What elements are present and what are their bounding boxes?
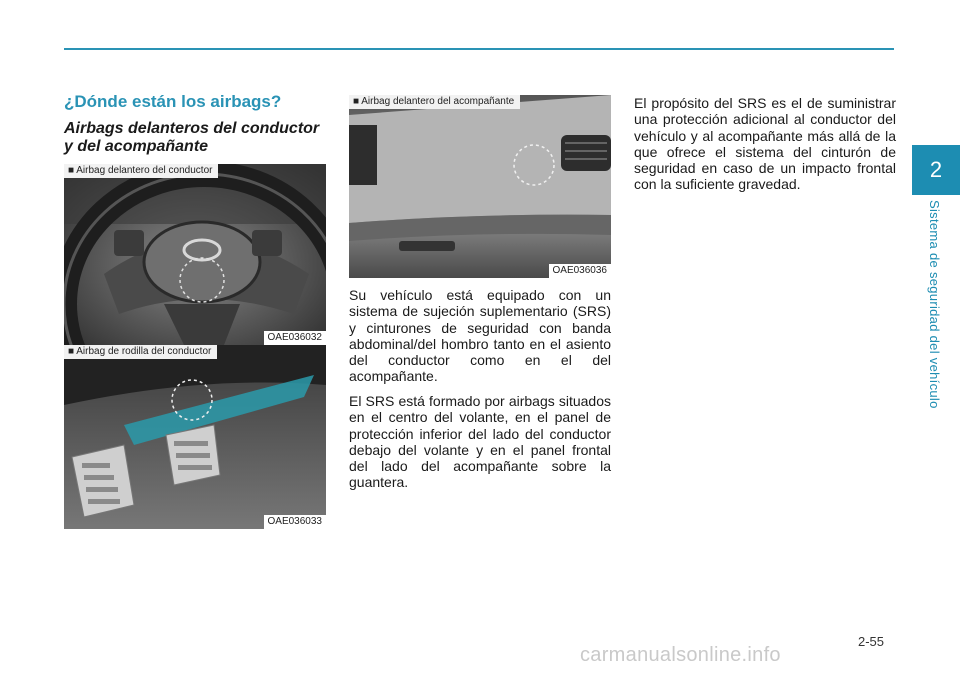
- figure-caption: ■ Airbag delantero del acompañante: [349, 95, 520, 109]
- figure-passenger-front-airbag: [349, 95, 611, 278]
- knee-airbag-illustration: [64, 345, 326, 529]
- body-paragraph: El SRS está formado por airbags situados en el centro del volante, en el panel de protección inferior del lado del conductor debajo del volante y en el panel frontal del lado del acompañante sobre la guantera.: [349, 393, 611, 491]
- page-number: 2-55: [858, 634, 885, 649]
- figure-driver-knee-airbag: [64, 345, 326, 529]
- figure-code: OAE036036: [549, 264, 612, 278]
- body-paragraph: Su vehículo está equipado con un sistema de sujeción suplementario (SRS) y cinturones de seguridad con banda abdominal/del hombro tanto en el asiento del conductor como en el del acompañante.: [349, 287, 611, 385]
- figure-code: OAE036032: [264, 331, 327, 345]
- dashboard-illustration: [349, 95, 611, 278]
- figure-caption: ■ Airbag de rodilla del conductor: [64, 345, 217, 359]
- chapter-number-tab: 2: [912, 145, 960, 195]
- section-subheading: Airbags delanteros del conductor y del acompañante: [64, 120, 320, 155]
- figure-caption: ■ Airbag delantero del conductor: [64, 164, 218, 178]
- figure-driver-front-airbag: [64, 164, 326, 345]
- body-paragraph: El propósito del SRS es el de suministrar una protección adicional al conductor del vehículo y al acompañante más allá de la que ofrece el sistema del cinturón de seguridad en caso de un impacto frontal con la suficiente gravedad.: [634, 95, 896, 193]
- watermark: carmanualsonline.info: [580, 644, 781, 666]
- section-heading: ¿Dónde están los airbags?: [64, 92, 282, 111]
- figure-code: OAE036033: [264, 515, 327, 529]
- chapter-title: Sistema de seguridad del vehículo: [927, 200, 942, 409]
- top-rule: [64, 48, 894, 50]
- steering-wheel-illustration: [64, 164, 326, 345]
